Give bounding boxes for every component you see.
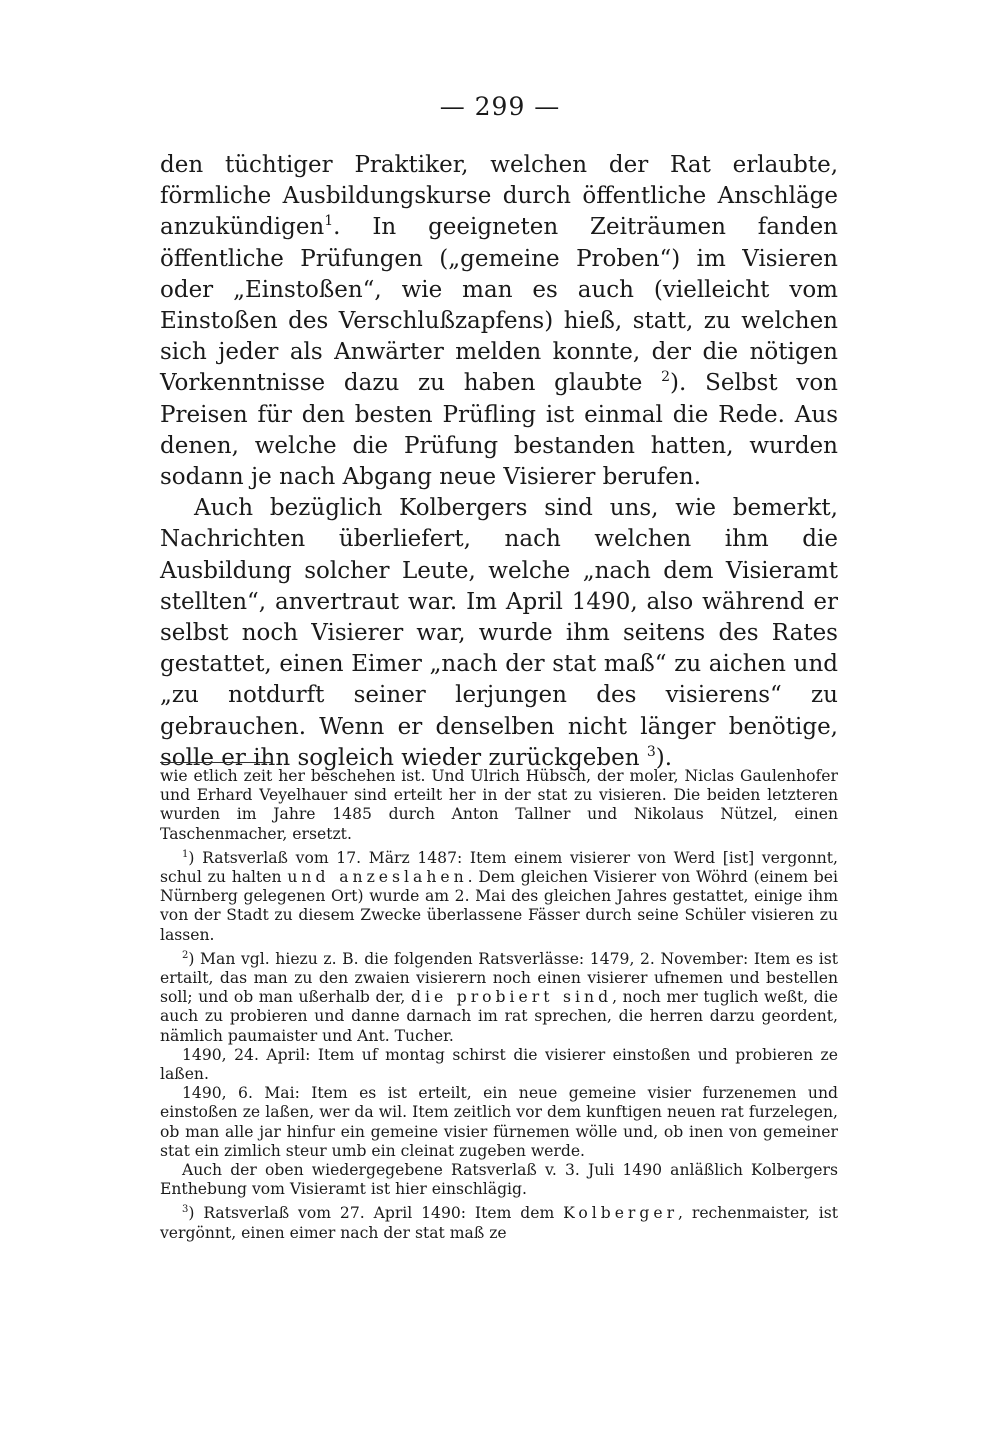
footnote-ref-2: 2 bbox=[661, 369, 671, 386]
footnotes bbox=[160, 767, 838, 1248]
footnote-3-text-a: ) Ratsverlaß vom 27. April 1490: Item dem bbox=[188, 1204, 564, 1223]
footnote-divider bbox=[160, 762, 272, 763]
footnote-2 bbox=[160, 950, 838, 1046]
footnote-1-marker: 1 bbox=[182, 848, 189, 860]
footnote-2-para-3: 1490, 6. Mai: Item es ist erteilt, ein neue gemeine visier furzenemen und einstoßen ze laßen, wer da wil. Item zeitlich vor dem kunftigen neuen rat furzelegen, ob man alle jar hinfur ein gemeine visier fürnemen wölle und, ob inen von gemeiner stat ein zimlich steur umb ein cleinat zugeben werde. bbox=[160, 1084, 838, 1160]
paragraph-1 bbox=[160, 150, 838, 493]
footnote-ref-1: 1 bbox=[324, 213, 334, 230]
footnote-3 bbox=[160, 1204, 838, 1242]
paragraph-1-text-a: den tüchtiger Praktiker, welchen der Rat erlaubte, förmliche Ausbildungskurse durch öffentliche Anschläge anzukündigen bbox=[160, 152, 838, 241]
footnote-1-text-b: . Dem gleichen Visierer von Wöhrd (einem bei Nürnberg gelegenen Ort) wurde am 2. Mai des gleichen Jahres gestattet, einige ihm von der Stadt zu diesem Zwecke überlassene Fässer durch seine Schüler visieren zu lassen. bbox=[160, 868, 838, 944]
footnote-3-text-b: , rechenmaister, ist vergönnt, einen eimer nach der stat maß ze bbox=[160, 1204, 838, 1242]
footnote-continuation: wie etlich zeit her beschehen ist. Und Ulrich Hübsch, der moler, Niclas Gaulenhofer und Erhard Veyelhauer sind erteilt her in der stat zu visieren. Die beiden letzteren wurden im Jahre 1485 durch Anton Tallner und Nikolaus Nützel, einen Taschenmacher, ersetzt. bbox=[160, 767, 838, 843]
footnote-2-marker: 2 bbox=[182, 949, 189, 961]
footnote-3-marker: 3 bbox=[182, 1204, 189, 1216]
page-number: — 299 — bbox=[439, 92, 561, 121]
footnote-1-spaced: und anzeslahen bbox=[287, 868, 468, 887]
footnote-2-para-4: Auch der oben wiedergegebene Ratsverlaß v. 3. Juli 1490 anläßlich Kolbergers Enthebung vom Visieramt ist hier einschlägig. bbox=[160, 1161, 838, 1199]
paragraph-1-text-b: . In geeigneten Zeiträumen fanden öffentliche Prüfungen („gemeine Proben“) im Visieren oder „Einstoßen“, wie man es auch (vielleicht vom Einstoßen des Verschlußzapfens) hieß, statt, zu welchen sich jeder als Anwärter melden konnte, der die nötigen Vorkenntnisse dazu zu haben glaubte bbox=[160, 214, 838, 397]
paragraph-1-text-c: ). Selbst von Preisen für den besten Prüfling ist einmal die Rede. Aus denen, welche die Prüfung bestanden hatten, wurden sodann je nach Abgang neue Visierer berufen. bbox=[160, 370, 838, 491]
paragraph-2 bbox=[160, 493, 838, 774]
footnote-2-text-a: ) Man vgl. hiezu z. B. die folgenden Ratsverlässe: 1479, 2. November: Item es ist ertailt, das man zu den zwaien visierern noch einen visierer ufnemen und bestellen soll; und ob man ußerhalb der, bbox=[160, 949, 838, 1007]
footnote-2-para-2: 1490, 24. April: Item uf montag schirst die visierer einstoßen und probieren ze laßen. bbox=[160, 1045, 838, 1084]
footnote-1-text-a: ) Ratsverlaß vom 17. März 1487: Item einem visierer von Werd [ist] vergonnt, schul zu halten bbox=[160, 848, 838, 887]
footnote-3-spaced: Kolberger bbox=[563, 1204, 679, 1223]
footnote-ref-3: 3 bbox=[646, 743, 656, 760]
footnote-2-text-b: , noch mer tuglich weßt, die auch zu probieren und danne darnach im rat sprechen, die herren darzu geordent, nämlich paumaister und Ant. Tucher. bbox=[160, 988, 838, 1045]
paragraph-2-end: ). bbox=[655, 744, 673, 771]
main-text bbox=[160, 150, 838, 774]
paragraph-2-text: Auch bezüglich Kolbergers sind uns, wie bemerkt, Nachrichten überliefert, nach welchen ihm die Ausbildung solcher Leute, welche „nach dem Visieramt stellten“, anvertraut war. Im April 1490, also während er selbst noch Visierer war, wurde ihm seitens des Rates gestattet, einen Eimer „nach der stat maß“ zu aichen und „zu notdurft seiner lerjungen des visierens“ zu gebrauchen. Wenn er denselben nicht länger benötige, solle er ihn sogleich wieder zurückgeben bbox=[160, 495, 838, 771]
footnote-1 bbox=[160, 849, 838, 945]
footnote-2-spaced: die probiert sind bbox=[410, 988, 613, 1007]
